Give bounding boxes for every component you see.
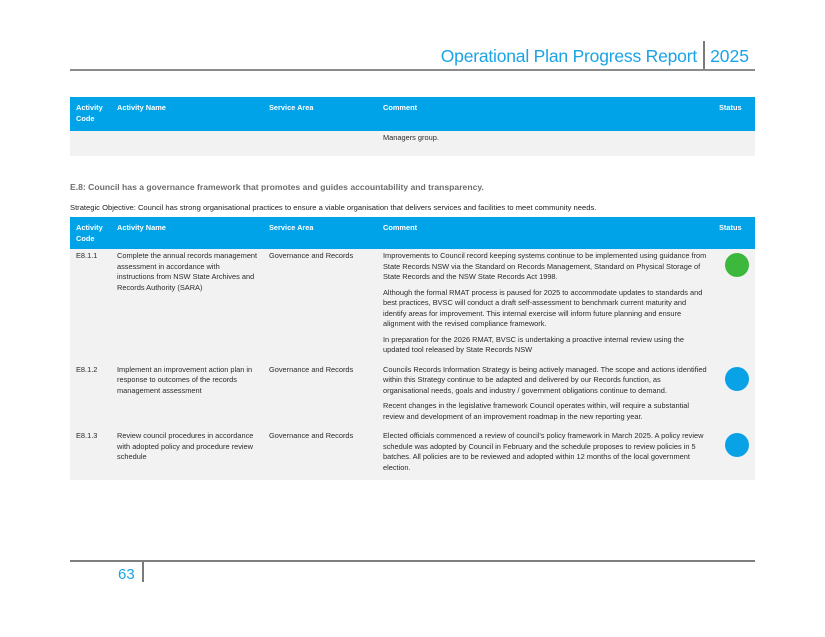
cell-name: Review council procedures in accordance with adopted policy and procedure review schedule [111, 429, 263, 480]
report-title: Operational Plan Progress Report [440, 46, 697, 66]
cell-service: Governance and Records [263, 429, 377, 480]
col-activity-name: Activity Name [111, 217, 263, 249]
status-indicator [725, 253, 749, 277]
comment-paragraph: Although the formal RMAT process is paused for 2025 to accommodate updates to standards and best practices, BVSC will conduct a draft self-assessment to benchmark current maturity and identify areas for improvement. This internal exercise will inform future planning and ensure alignment with the revised compliance framework. [383, 287, 703, 328]
report-year: 2025 [710, 46, 749, 66]
cell-status [713, 131, 755, 156]
continued-activity-table [70, 97, 755, 156]
table-header-row [70, 97, 755, 131]
report-header [70, 40, 755, 72]
strategic-objective: Strategic Objective: Council has strong organisational practices to ensure a viable organisation that delivers services and facilities to meet community needs. [70, 203, 597, 212]
header-separator [703, 41, 705, 69]
cell-comment [377, 363, 713, 430]
table-header-row [70, 217, 755, 249]
section-title: E.8: Council has a governance framework that promotes and guides accountability and transparency. [70, 182, 484, 192]
cell-status [713, 429, 755, 480]
col-status: Status [713, 97, 755, 131]
comment-paragraph: Councils Records Information Strategy is being actively managed. The scope and actions identified within this Strategy continue to be adapted and delivered by our Records function, as organisational needs, goals and industry / government obligations continue to demand. [383, 364, 707, 395]
cell-service: Governance and Records [263, 249, 377, 363]
col-service-area: Service Area [263, 97, 377, 131]
status-indicator [725, 367, 749, 391]
col-comment: Comment [377, 217, 713, 249]
comment-paragraph: In preparation for the 2026 RMAT, BVSC is undertaking a proactive internal review using the updated tool released by State Records NSW [383, 334, 684, 354]
cell-comment [377, 249, 713, 363]
col-service-area: Service Area [263, 217, 377, 249]
activity-table [70, 217, 755, 480]
cell-name: Complete the annual records management assessment in accordance with instructions from NSW State Archives and Records Authority (SARA) [111, 249, 263, 363]
col-activity-code: Activity Code [70, 97, 111, 131]
comment-paragraph: Improvements to Council record keeping systems continue to be implemented using guidance from State Records NSW via the Standard on Records Management, Standard on Physical Storage of State Records and the NSW State Records Act 1998. [383, 251, 707, 281]
table-row [70, 363, 755, 430]
cell-comment [377, 429, 713, 480]
col-activity-code: Activity Code [70, 217, 111, 249]
cell-service [263, 131, 377, 156]
col-activity-name: Activity Name [111, 97, 263, 131]
cell-comment: Managers group. [377, 131, 713, 156]
cell-status [713, 363, 755, 430]
cell-code: E8.1.1 [70, 249, 111, 363]
table-row [70, 429, 755, 480]
table-row [70, 131, 755, 156]
status-indicator [725, 433, 749, 457]
cell-status [713, 249, 755, 363]
col-status: Status [713, 217, 755, 249]
cell-code: E8.1.2 [70, 363, 111, 430]
page-number: 63 [118, 566, 135, 583]
table-row [70, 249, 755, 363]
cell-service: Governance and Records [263, 363, 377, 430]
cell-code: E8.1.3 [70, 429, 111, 480]
footer-separator [142, 562, 144, 582]
cell-name [111, 131, 263, 156]
footer-rule [70, 560, 755, 562]
comment-paragraph: Recent changes in the legislative framework Council operates within, will require a substantial review and development of an improvement roadmap in the new reporting year. [383, 401, 690, 421]
header-rule [70, 69, 755, 71]
comment-paragraph: Elected officials commenced a review of council's policy framework in March 2025. A policy review schedule was adopted by Council in February and the schedule proposes to review policies in 5 batches. All policies are to be reviewed and adopted within 12 months of the local government election. [383, 431, 704, 472]
cell-code [70, 131, 111, 156]
cell-name: Implement an improvement action plan in response to outcomes of the records management assessment [111, 363, 263, 430]
col-comment: Comment [377, 97, 713, 131]
